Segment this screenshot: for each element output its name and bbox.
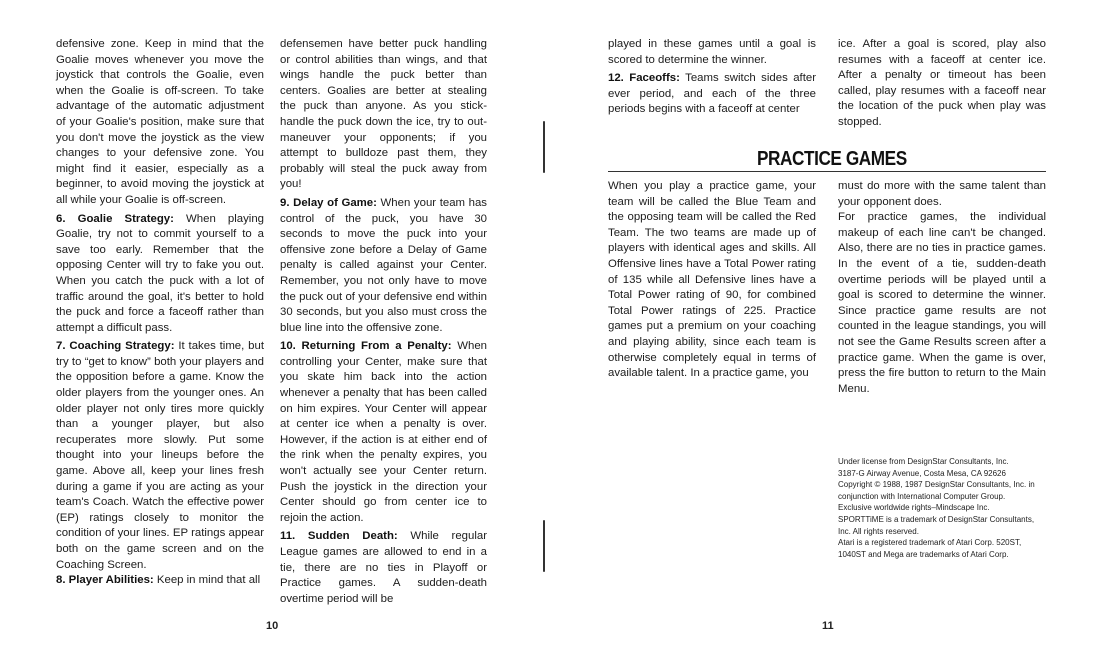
credits-line: Exclusive worldwide rights–Mindscape Inc. [838,503,990,513]
page-number-right: 11 [822,620,834,632]
left-column-2 [280,37,487,610]
coaching-strategy-body: It takes time, but try to “get to know” both your players and the opposition before a game. Know the older players from the younger ones. An older player not only tires more quickly than a younger player, but also recuperates more slowly. Put some thought into your lineups before the game. Above all, keep your lines fresh during a game if you are acting as your team's Coach. Watch the effective power (EP) ratings closely to monitor the condition of your lines. EP ratings appear both on the game screen and on the Coaching Screen. [56,340,264,571]
practice-talent-paragraph: must do more with the same talent than your opponent does. [838,180,1046,208]
practice-column-1 [608,179,816,385]
goalie-strategy-paragraph [56,212,264,337]
credits-line: SPORTTiME is a trademark of DesignStar Consultants, [838,514,1035,524]
delay-of-game-body: When your team has control of the puck, you have 30 seconds to move the puck into your offensive zone before a Delay of Game penalty is called against your Center. Remember, you not only have to move the puck out of your defensive end within 30 seconds, but you also must cross the blue line into the offensive zone. [280,196,487,334]
coaching-strategy-paragraph [56,339,264,573]
right-page [550,0,1100,649]
left-column-1 [56,37,264,592]
right-column-1 [608,37,816,121]
player-abilities-paragraph [56,573,264,589]
practice-intro-paragraph: When you play a practice game, your team will be called the Blue Team and the opposing team will be called the Red Team. The two teams are made up of players with identical ages and skills. All Offensive lines have a Total Power rating of 135 while all Defensive lines have a Total Power rating of 90, for combined Total Power ratings of 225. Practice games put a premium on your coaching and playing ability, since each team is otherwise completely equal in terms of available talent. In a practice game, you [608,180,816,380]
sudden-death-body: While regular League games are allowed to end in a tie, there are no ties in Playoff or Practice games. A sudden-death overtime period will be [280,530,487,605]
delay-of-game-title: 9. Delay of Game: [280,196,377,209]
credits-line: Inc. All rights reserved. [838,526,919,536]
faceoffs-title: 12. Faceoffs: [608,72,680,85]
goalie-intro-paragraph: defensive zone. Keep in mind that the Goalie moves whenever you move the joystick that controls the Goalie, even when the Goalie is off-screen. To take advantage of the automatic adjustment of your Goalie's position, make sure that you don't move the joystick as the view changes to your defensive zone. You might find it easier, especially as a beginner, to avoid moving the joystick at all while your Goalie is off-screen. [56,38,264,206]
returning-penalty-title: 10. Returning From a Penalty: [280,340,452,353]
practice-games-heading: PRACTICE GAMES [757,148,907,170]
player-abilities-title: 8. Player Abilities: [56,574,154,587]
credits-line: 3187-G Airway Avenue, Costa Mesa, CA 92626 [838,468,1006,478]
faceoffs-paragraph [608,71,816,118]
returning-penalty-body: When controlling your Center, make sure that you skate him back into the action whenever a penalty that has been called on him expires. Your Center will appear at center ice when a penalty is over. However, if the action is at either end of the rink when the penalty expires, you won't actually see your Center return. Push the joystick in the direction your Center should go from center ice to rejoin the action. [280,340,488,524]
credits-line: Atari is a registered trademark of Atari Corp. 520ST, [838,538,1022,548]
returning-penalty-paragraph [280,339,487,526]
sudden-death-paragraph [280,529,487,607]
player-abilities-body: Keep in mind that all [153,574,261,587]
right-column-2 [838,37,1046,134]
delay-of-game-paragraph [280,196,487,336]
binding-mark-top [543,121,545,173]
faceoffs-body: Teams switch sides after ever period, and each of the three periods begins with a faceoff at center [608,72,816,116]
goalie-strategy-title: 6. Goalie Strategy: [56,212,174,225]
page-number-left: 10 [266,620,279,632]
heading-divider [608,171,1046,172]
sudden-death-title: 11. Sudden Death: [280,530,398,543]
credits-line: conjunction with International Computer Group. [838,491,1006,501]
coaching-strategy-title: 7. Coaching Strategy: [56,340,175,353]
puck-handling-paragraph: defensemen have better puck handling or control abilities than wings, and that wings handle the puck better than centers. Goalies are better at stealing the puck than anyone. As you stick-handle the puck down the ice, try to out-maneuver your opponents; if you attempt to bulldoze past them, they probably will steal the puck away from you! [280,38,487,191]
practice-rules-paragraph: For practice games, the individual makeup of each line can't be changed. Also, there are no ties in practice games. In the event of a tie, sudden-death overtime periods will be played until a goal is scored to determine the winner. Since practice game results are not counted in the league standings, you will not see the Game Results screen after a practice game. When the game is over, press the fire button to return to the Main Menu. [838,211,1046,395]
copyright-credits [838,456,1058,560]
credits-line: Copyright © 1988, 1987 DesignStar Consultants, Inc. in [838,480,1035,490]
credits-line: Under license from DesignStar Consultants, Inc. [838,457,1009,466]
faceoffs-continued-paragraph: ice. After a goal is scored, play also resumes with a faceoff at center ice. After a penalty or timeout has been called, play resumes with a faceoff near the location of the puck when play was stopped. [838,38,1046,128]
goalie-strategy-body: When playing Goalie, try not to commit yourself to a save too early. Remember that the opposing Center will try to fake you out. When you catch the puck with a lot of traffic around the goal, it's better to hold the puck and force a faceoff rather than attempt a difficult pass. [56,212,264,334]
binding-mark-bottom [543,520,545,572]
sudden-death-continued-paragraph: played in these games until a goal is scored to determine the winner. [608,38,816,66]
credits-line: 1040ST and Mega are trademarks of Atari Corp. [838,549,1009,559]
practice-column-2 [838,179,1046,400]
